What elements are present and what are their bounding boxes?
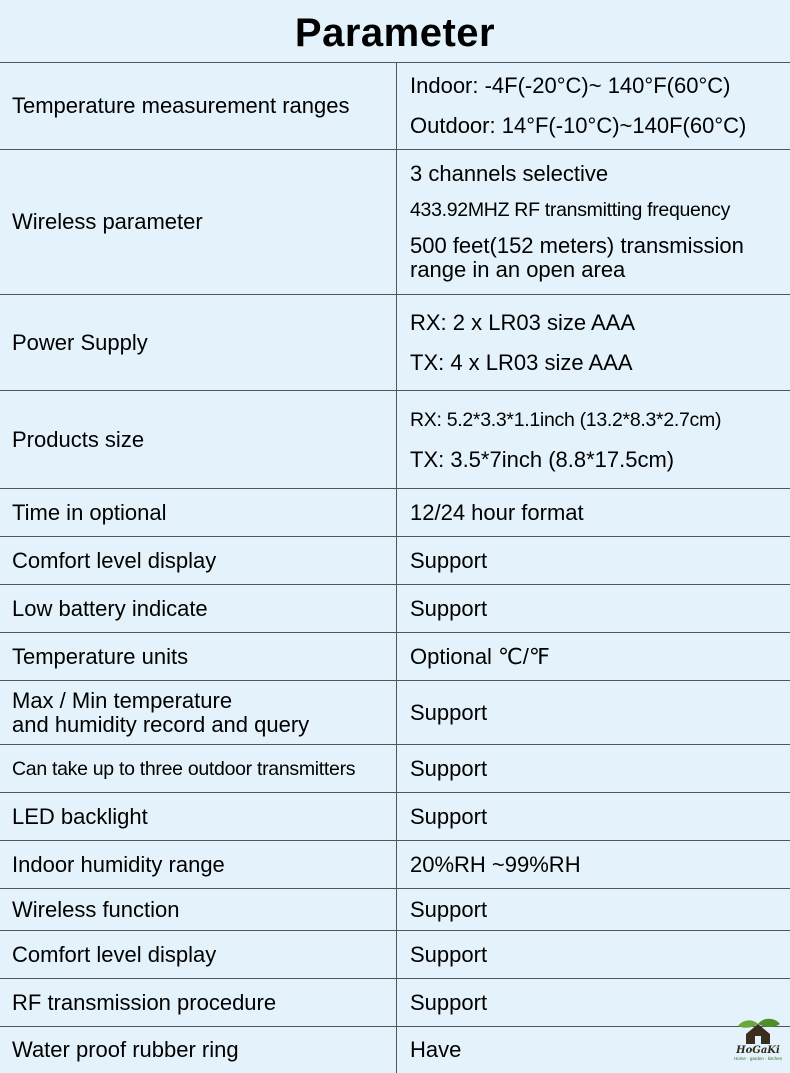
row-label: Max / Min temperature and humidity record and query <box>12 687 310 737</box>
table-row <box>0 841 790 889</box>
value-line: Support <box>410 941 488 967</box>
house-leaf-logo-icon <box>728 1018 788 1046</box>
row-label: Temperature measurement ranges <box>12 93 350 118</box>
row-value <box>410 537 785 584</box>
row-value <box>410 150 785 294</box>
row-label: Temperature units <box>12 643 189 669</box>
value-line: Support <box>410 595 488 621</box>
table-row <box>0 633 790 681</box>
table-row <box>0 931 790 979</box>
brand-tagline: Home · garden · kitchen <box>733 1056 783 1061</box>
table-row <box>0 489 790 537</box>
row-label: Comfort level display <box>12 547 217 573</box>
row-value <box>410 63 785 149</box>
row-value <box>410 793 785 840</box>
value-line: 20%RH ~99%RH <box>410 851 581 877</box>
table-row <box>0 537 790 585</box>
row-value <box>410 681 785 744</box>
value-line: Support <box>410 803 488 829</box>
row-value <box>410 931 785 978</box>
brand-name: HoGaKi <box>736 1045 780 1056</box>
table-row <box>0 295 790 391</box>
table-row <box>0 681 790 745</box>
row-label: Products size <box>12 426 145 452</box>
brand-logo <box>728 1018 788 1064</box>
value-line: Support <box>410 755 488 781</box>
table-row <box>0 889 790 931</box>
row-value <box>410 391 785 488</box>
row-label: Low battery indicate <box>12 595 208 621</box>
value-line: RX: 2 x LR03 size AAA <box>410 309 635 335</box>
value-line: Have <box>410 1037 462 1062</box>
row-value <box>410 633 785 680</box>
value-line: Optional ℃/℉ <box>410 643 550 669</box>
row-label: Can take up to three outdoor transmitters <box>12 757 356 780</box>
row-label: RF transmission procedure <box>12 989 277 1015</box>
value-line: TX: 4 x LR03 size AAA <box>410 349 633 375</box>
row-label: Wireless parameter <box>12 209 203 234</box>
table-row <box>0 1027 790 1073</box>
table-row <box>0 793 790 841</box>
value-line: Support <box>410 896 488 922</box>
row-label: LED backlight <box>12 803 148 829</box>
row-value <box>410 841 785 888</box>
row-value <box>410 889 785 930</box>
table-row <box>0 745 790 793</box>
parameter-table <box>0 62 790 1073</box>
row-value <box>410 295 785 390</box>
value-line: Support <box>410 699 488 725</box>
page-title: Parameter <box>294 11 496 55</box>
value-line: RX: 5.2*3.3*1.1inch (13.2*8.3*2.7cm) <box>410 408 722 431</box>
row-value <box>410 745 785 792</box>
value-line: Outdoor: 14°F(-10°C)~140F(60°C) <box>410 113 747 138</box>
value-line: TX: 3.5*7inch (8.8*17.5cm) <box>410 446 675 472</box>
table-row <box>0 979 790 1027</box>
value-line: Support <box>410 989 488 1015</box>
row-label: Indoor humidity range <box>12 851 225 877</box>
table-row <box>0 150 790 295</box>
row-label: Water proof rubber ring <box>12 1037 239 1062</box>
table-row <box>0 391 790 489</box>
value-line: 12/24 hour format <box>410 499 584 525</box>
value-line: Indoor: -4F(-20°C)~ 140°F(60°C) <box>410 73 731 98</box>
row-label: Power Supply <box>12 329 148 355</box>
table-row <box>0 63 790 150</box>
value-line: Support <box>410 547 488 573</box>
row-label: Comfort level display <box>12 941 217 967</box>
value-line: 500 feet(152 meters) transmission range in an open area <box>410 233 744 282</box>
value-line: 433.92MHZ RF transmitting frequency <box>410 199 731 221</box>
row-value <box>410 489 785 536</box>
row-label: Wireless function <box>12 896 180 922</box>
row-label: Time in optional <box>12 499 167 525</box>
table-row <box>0 585 790 633</box>
value-line: 3 channels selective <box>410 161 609 186</box>
row-value <box>410 585 785 632</box>
